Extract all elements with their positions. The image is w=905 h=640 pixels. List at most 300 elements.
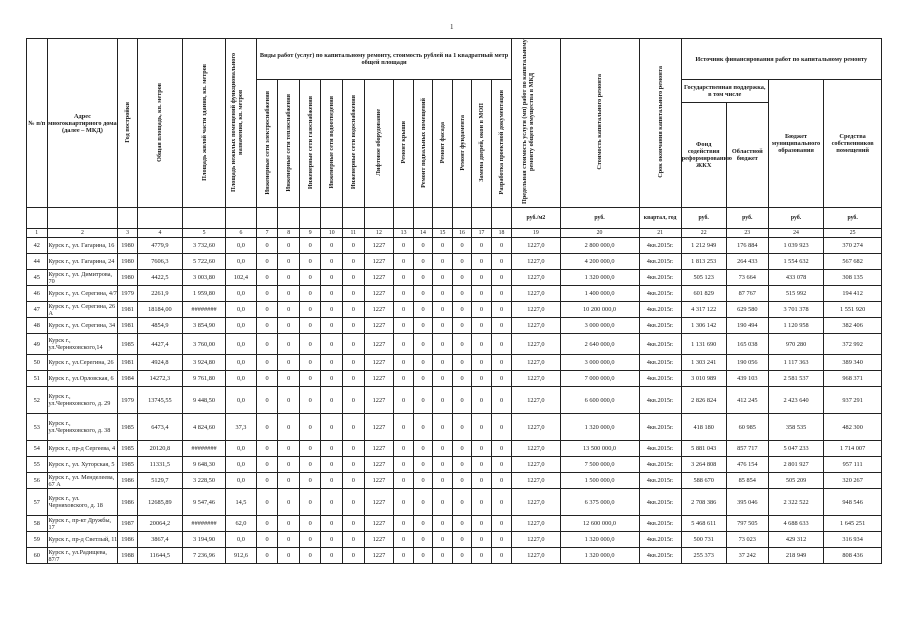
row-work-zero: 0 [321,238,343,254]
row-work-zero: 0 [278,548,300,564]
row-regional: 395 046 [726,489,768,516]
row-nonliving-area: 0,0 [226,302,257,318]
row-nonliving-area: 912,6 [226,548,257,564]
header-regional: Областной бюджет [726,103,768,208]
row-work-zero: 0 [256,473,278,489]
row-limit-cost: 1227,0 [512,355,560,371]
row-work-zero: 0 [343,532,365,548]
row-work-lift: 1227 [364,355,394,371]
row-work-zero: 0 [394,238,413,254]
row-nonliving-area: 0,0 [226,318,257,334]
row-regional: 37 242 [726,548,768,564]
row-work-zero: 0 [472,334,491,355]
row-work-zero: 0 [472,270,491,286]
unit-owners: руб. [824,208,882,229]
row-municipal: 1 120 958 [768,318,823,334]
row-work-lift: 1227 [364,302,394,318]
row-work-zero: 0 [413,387,432,414]
table-row [27,516,882,532]
column-number: 24 [768,229,823,238]
header-work-design: Разработка проектной документации [491,80,512,208]
capital-repair-table [26,38,882,564]
row-term: 4кв.2015г. [639,355,681,371]
row-work-zero: 0 [472,441,491,457]
row-work-zero: 0 [394,532,413,548]
row-fund: 418 180 [681,414,726,441]
row-total-area: 20064,2 [137,516,182,532]
row-work-zero: 0 [256,441,278,457]
row-term: 4кв.2015г. [639,548,681,564]
row-repair-cost: 1 320 000,0 [560,548,639,564]
row-work-zero: 0 [472,286,491,302]
row-term: 4кв.2015г. [639,238,681,254]
header-work-windows: Замена дверей, окон в МОП [472,80,491,208]
row-work-zero: 0 [299,414,321,441]
row-living-area: 9 448,50 [182,387,225,414]
row-work-zero: 0 [321,457,343,473]
row-number: 59 [27,532,48,548]
row-year: 1986 [118,532,137,548]
header-work-roof: Ремонт крыши [394,80,413,208]
row-work-zero: 0 [299,457,321,473]
row-owners: 308 135 [824,270,882,286]
row-work-zero: 0 [433,489,452,516]
row-work-zero: 0 [321,318,343,334]
row-work-zero: 0 [433,302,452,318]
row-year: 1986 [118,489,137,516]
units-blank [256,208,278,229]
column-number: 9 [299,229,321,238]
row-year: 1987 [118,516,137,532]
header-work-facade: Ремонт фасада [433,80,452,208]
row-number: 44 [27,254,48,270]
row-work-zero: 0 [343,254,365,270]
row-year: 1984 [118,371,137,387]
header-limit-cost: Предельная стоимость услуги (мп) работ по капитальному ремонту общего имущества в МКД [512,39,560,208]
row-nonliving-area: 0,0 [226,371,257,387]
row-living-area: 3 854,90 [182,318,225,334]
row-term: 4кв.2015г. [639,371,681,387]
row-municipal: 2 322 522 [768,489,823,516]
row-regional: 85 854 [726,473,768,489]
row-regional: 190 056 [726,355,768,371]
row-work-zero: 0 [343,286,365,302]
row-year: 1980 [118,270,137,286]
row-work-zero: 0 [433,355,452,371]
row-municipal: 433 078 [768,270,823,286]
row-owners: 372 992 [824,334,882,355]
row-work-zero: 0 [256,414,278,441]
row-work-zero: 0 [394,548,413,564]
row-work-zero: 0 [394,516,413,532]
column-number: 7 [256,229,278,238]
row-work-zero: 0 [413,270,432,286]
row-municipal: 515 992 [768,286,823,302]
table-row [27,473,882,489]
row-year: 1979 [118,286,137,302]
row-repair-cost: 1 320 000,0 [560,414,639,441]
row-work-zero: 0 [321,286,343,302]
row-limit-cost: 1227,0 [512,270,560,286]
row-work-lift: 1227 [364,270,394,286]
row-work-zero: 0 [472,489,491,516]
row-work-zero: 0 [433,548,452,564]
row-work-lift: 1227 [364,548,394,564]
row-work-zero: 0 [278,334,300,355]
header-municipal: Бюджет муниципального образования [768,80,823,208]
table-row [27,254,882,270]
row-work-zero: 0 [321,371,343,387]
column-number: 13 [394,229,413,238]
row-work-zero: 0 [413,238,432,254]
row-work-zero: 0 [299,387,321,414]
row-living-area: 3 194,90 [182,532,225,548]
row-fund: 588 670 [681,473,726,489]
row-number: 55 [27,457,48,473]
row-work-zero: 0 [278,516,300,532]
row-total-area: 18184,00 [137,302,182,318]
row-work-zero: 0 [299,516,321,532]
row-municipal: 218 949 [768,548,823,564]
header-state-support: Государственная поддержка, в том числе [681,80,768,103]
units-blank [182,208,225,229]
row-limit-cost: 1227,0 [512,473,560,489]
row-limit-cost: 1227,0 [512,516,560,532]
row-work-zero: 0 [452,489,471,516]
units-blank [278,208,300,229]
row-owners: 948 546 [824,489,882,516]
row-work-zero: 0 [343,334,365,355]
row-municipal: 2 801 927 [768,457,823,473]
row-address: Курск г., ул.Черняховского,14 [47,334,118,355]
row-work-zero: 0 [343,387,365,414]
row-work-zero: 0 [299,254,321,270]
row-fund: 4 317 122 [681,302,726,318]
row-term: 4кв.2015г. [639,473,681,489]
row-work-zero: 0 [413,473,432,489]
row-year: 1981 [118,355,137,371]
row-year: 1985 [118,441,137,457]
row-work-zero: 0 [343,473,365,489]
row-work-zero: 0 [491,302,512,318]
row-work-zero: 0 [452,318,471,334]
row-work-zero: 0 [491,371,512,387]
column-number: 16 [452,229,471,238]
row-number: 49 [27,334,48,355]
row-work-zero: 0 [394,457,413,473]
unit-cost: руб. [560,208,639,229]
row-work-zero: 0 [321,441,343,457]
table-row [27,302,882,318]
row-work-zero: 0 [452,334,471,355]
units-blank [433,208,452,229]
row-work-zero: 0 [321,302,343,318]
row-nonliving-area: 0,0 [226,441,257,457]
header-living-area: Площадь жилой части здания, кв. метров [182,39,225,208]
row-municipal: 5 047 233 [768,441,823,457]
row-work-zero: 0 [278,302,300,318]
column-number: 6 [226,229,257,238]
header-total-area: Общая площадь, кв. метров [137,39,182,208]
row-living-area: ######## [182,302,225,318]
row-fund: 505 123 [681,270,726,286]
header-owners: Средства собственников помещений [824,80,882,208]
column-number: 14 [413,229,432,238]
row-work-zero: 0 [256,457,278,473]
row-total-area: 12685,89 [137,489,182,516]
row-regional: 190 494 [726,318,768,334]
row-fund: 1 306 142 [681,318,726,334]
row-term: 4кв.2015г. [639,270,681,286]
row-address: Курск г., пр-кт Дружбы, 17 [47,516,118,532]
row-work-zero: 0 [299,238,321,254]
row-work-zero: 0 [491,387,512,414]
row-regional: 176 884 [726,238,768,254]
row-total-area: 13745,55 [137,387,182,414]
header-work-sewer: Инженерные сети водоотведения [321,80,343,208]
row-work-zero: 0 [491,473,512,489]
row-work-zero: 0 [413,414,432,441]
row-work-zero: 0 [472,548,491,564]
row-living-area: 3 003,80 [182,270,225,286]
row-nonliving-area: 0,0 [226,355,257,371]
row-regional: 476 154 [726,457,768,473]
row-work-zero: 0 [452,387,471,414]
row-work-zero: 0 [491,532,512,548]
row-work-zero: 0 [278,371,300,387]
row-year: 1980 [118,238,137,254]
row-owners: 808 436 [824,548,882,564]
row-municipal: 1 554 632 [768,254,823,270]
row-repair-cost: 12 600 000,0 [560,516,639,532]
row-term: 4кв.2015г. [639,441,681,457]
row-work-zero: 0 [256,270,278,286]
row-work-zero: 0 [394,286,413,302]
row-work-zero: 0 [472,414,491,441]
row-work-zero: 0 [343,238,365,254]
row-address: Курск г., ул. Гагарина, 24 [47,254,118,270]
row-year: 1985 [118,457,137,473]
row-repair-cost: 3 000 000,0 [560,318,639,334]
row-work-zero: 0 [433,254,452,270]
row-nonliving-area: 37,3 [226,414,257,441]
row-work-zero: 0 [256,334,278,355]
row-work-zero: 0 [452,302,471,318]
row-owners: 567 682 [824,254,882,270]
row-work-lift: 1227 [364,387,394,414]
column-number: 21 [639,229,681,238]
unit-municipal: руб. [768,208,823,229]
row-year: 1979 [118,387,137,414]
row-work-zero: 0 [278,270,300,286]
row-total-area: 4427,4 [137,334,182,355]
row-work-zero: 0 [299,548,321,564]
row-work-zero: 0 [256,286,278,302]
row-work-zero: 0 [299,334,321,355]
units-blank [118,208,137,229]
row-work-zero: 0 [343,270,365,286]
row-work-zero: 0 [256,302,278,318]
row-nonliving-area: 0,0 [226,254,257,270]
row-work-zero: 0 [491,238,512,254]
row-address: Курск г., ул. Серегина, 4/7 [47,286,118,302]
table-row [27,318,882,334]
row-limit-cost: 1227,0 [512,254,560,270]
units-blank [394,208,413,229]
units-blank [137,208,182,229]
column-number: 2 [47,229,118,238]
row-work-zero: 0 [299,441,321,457]
row-work-zero: 0 [472,371,491,387]
units-blank [27,208,48,229]
row-number: 47 [27,302,48,318]
row-work-zero: 0 [491,318,512,334]
column-number-row [27,229,882,238]
row-work-zero: 0 [299,489,321,516]
row-living-area: 3 732,60 [182,238,225,254]
row-work-zero: 0 [413,254,432,270]
row-work-lift: 1227 [364,286,394,302]
row-work-zero: 0 [278,318,300,334]
row-fund: 3 010 989 [681,371,726,387]
row-work-zero: 0 [299,302,321,318]
row-work-zero: 0 [321,548,343,564]
row-owners: 1 645 251 [824,516,882,532]
row-living-area: 1 959,80 [182,286,225,302]
row-regional: 857 717 [726,441,768,457]
row-municipal: 505 209 [768,473,823,489]
row-work-zero: 0 [491,254,512,270]
row-work-zero: 0 [491,457,512,473]
row-work-lift: 1227 [364,334,394,355]
row-year: 1981 [118,302,137,318]
header-repair-cost: Стоимость капитального ремонта [560,39,639,208]
row-work-lift: 1227 [364,489,394,516]
units-blank [321,208,343,229]
page-mark: 1 [450,23,454,31]
row-work-zero: 0 [321,532,343,548]
row-term: 4кв.2015г. [639,387,681,414]
row-address: Курск г., ул. Серегина, 34 [47,318,118,334]
row-total-area: 11331,5 [137,457,182,473]
row-nonliving-area: 0,0 [226,532,257,548]
row-work-zero: 0 [472,473,491,489]
row-total-area: 2261,9 [137,286,182,302]
table-row [27,457,882,473]
row-work-zero: 0 [472,254,491,270]
row-work-zero: 0 [256,371,278,387]
row-total-area: 4779,9 [137,238,182,254]
column-number: 8 [278,229,300,238]
row-living-area: 3 760,00 [182,334,225,355]
row-total-area: 11644,5 [137,548,182,564]
row-work-lift: 1227 [364,318,394,334]
header-nonliving-area: Площадь нежилых помещений функционального назначения, кв. метров [226,39,257,208]
table-row [27,334,882,355]
row-living-area: 9 547,46 [182,489,225,516]
header-address: Адрес многоквартирного дома (далее – МКД) [47,39,118,208]
row-address: Курск г., ул.Серегина, 26 [47,355,118,371]
column-number: 1 [27,229,48,238]
row-address: Курск г., ул. Черняховского, д. 18 [47,489,118,516]
table-row [27,414,882,441]
row-address: Курск г., ул. Серегина, 26 А [47,302,118,318]
row-address: Курск г., пр-д Сергеева, 4 [47,441,118,457]
row-work-zero: 0 [321,516,343,532]
row-living-area: 7 236,96 [182,548,225,564]
row-work-lift: 1227 [364,414,394,441]
row-work-zero: 0 [413,548,432,564]
row-work-zero: 0 [278,387,300,414]
row-fund: 5 468 611 [681,516,726,532]
row-work-zero: 0 [491,548,512,564]
row-number: 53 [27,414,48,441]
row-owners: 968 371 [824,371,882,387]
row-nonliving-area: 0,0 [226,387,257,414]
row-work-zero: 0 [343,457,365,473]
row-limit-cost: 1227,0 [512,286,560,302]
row-repair-cost: 6 375 000,0 [560,489,639,516]
table-row [27,270,882,286]
units-blank [226,208,257,229]
row-work-zero: 0 [256,532,278,548]
row-living-area: 3 924,80 [182,355,225,371]
row-repair-cost: 1 320 000,0 [560,532,639,548]
row-repair-cost: 2 640 000,0 [560,334,639,355]
row-term: 4кв.2015г. [639,286,681,302]
row-work-lift: 1227 [364,371,394,387]
row-number: 56 [27,473,48,489]
row-work-zero: 0 [491,286,512,302]
table-row [27,286,882,302]
row-work-lift: 1227 [364,441,394,457]
row-work-zero: 0 [433,286,452,302]
row-year: 1985 [118,414,137,441]
row-regional: 73 664 [726,270,768,286]
row-total-area: 6473,4 [137,414,182,441]
units-blank [364,208,394,229]
row-work-lift: 1227 [364,532,394,548]
row-regional: 60 985 [726,414,768,441]
row-work-zero: 0 [321,473,343,489]
row-number: 45 [27,270,48,286]
row-regional: 87 767 [726,286,768,302]
row-work-zero: 0 [394,473,413,489]
row-work-zero: 0 [472,318,491,334]
column-number: 5 [182,229,225,238]
row-work-lift: 1227 [364,473,394,489]
row-work-zero: 0 [343,318,365,334]
row-work-zero: 0 [278,473,300,489]
units-blank [47,208,118,229]
row-work-zero: 0 [433,371,452,387]
row-owners: 1 551 920 [824,302,882,318]
row-work-zero: 0 [343,548,365,564]
row-work-zero: 0 [413,355,432,371]
row-work-zero: 0 [278,414,300,441]
row-limit-cost: 1227,0 [512,441,560,457]
row-work-zero: 0 [394,302,413,318]
row-work-zero: 0 [452,473,471,489]
column-number: 10 [321,229,343,238]
row-repair-cost: 7 000 000,0 [560,371,639,387]
row-work-zero: 0 [394,387,413,414]
row-work-zero: 0 [321,489,343,516]
row-work-zero: 0 [256,318,278,334]
row-nonliving-area: 0,0 [226,473,257,489]
row-address: Курск г., ул.Черняховского, д. 29 [47,387,118,414]
row-work-zero: 0 [299,270,321,286]
